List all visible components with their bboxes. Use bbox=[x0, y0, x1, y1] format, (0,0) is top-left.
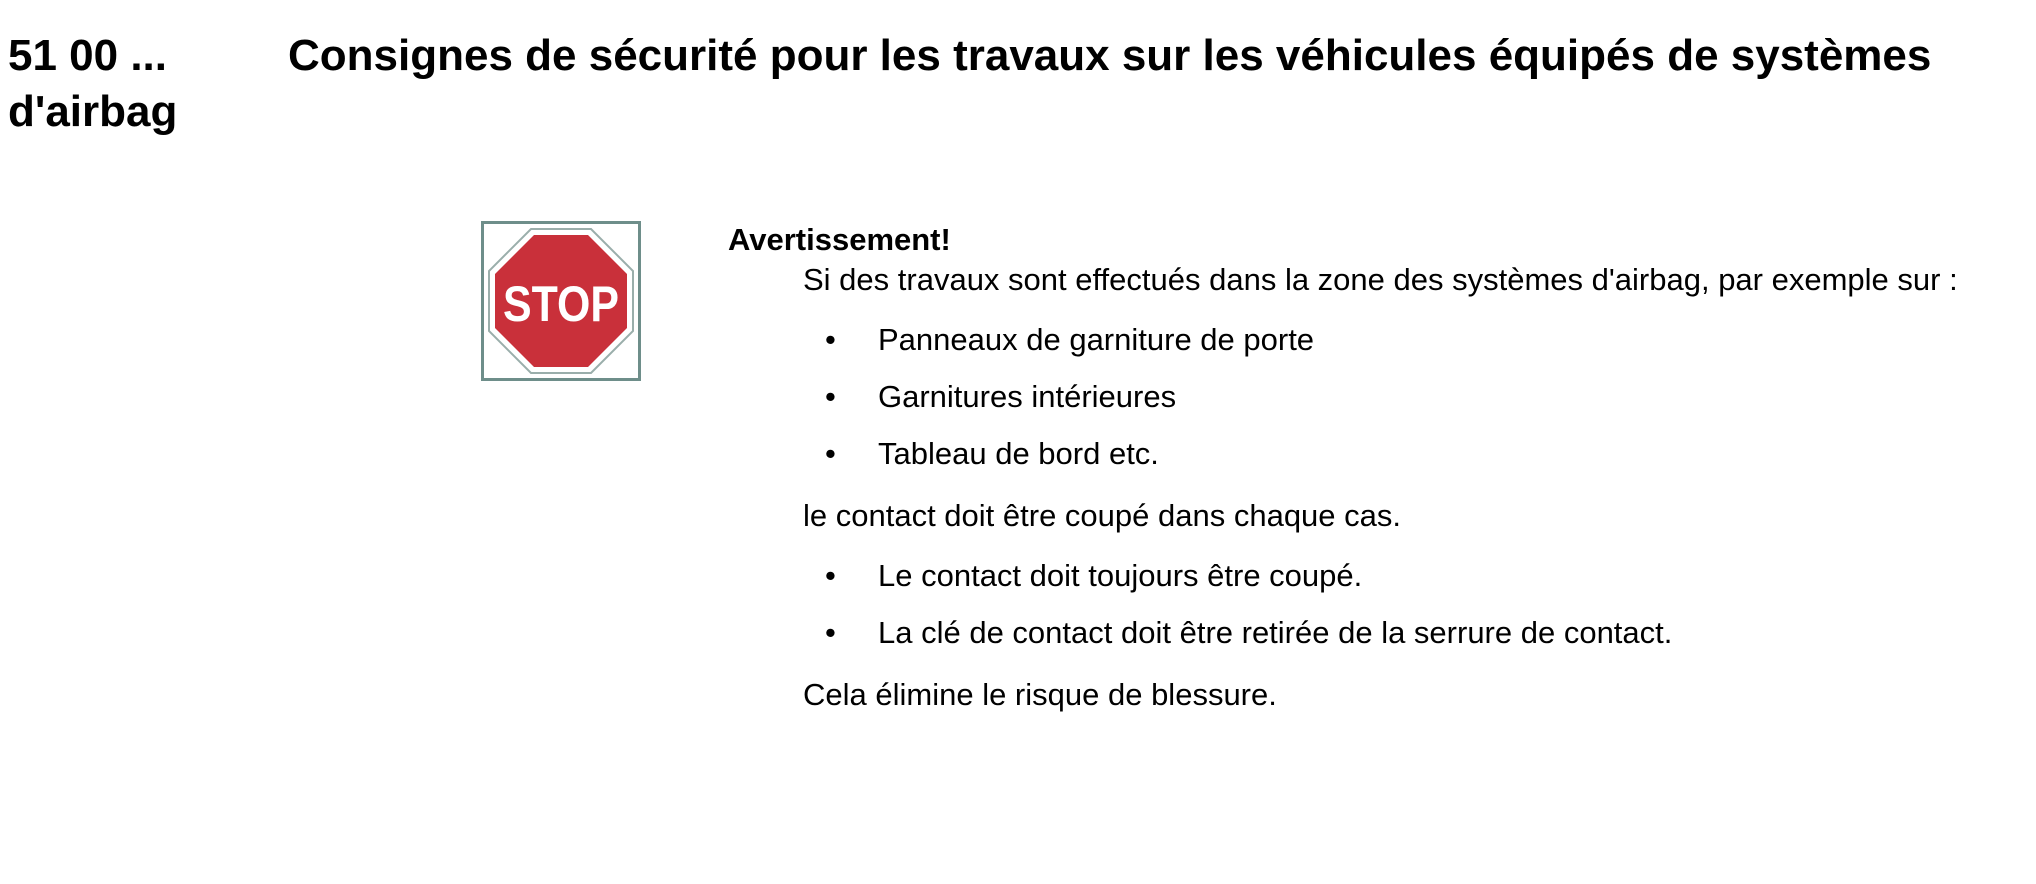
bullet-icon: • bbox=[825, 379, 836, 414]
list-item: • Garnitures intérieures bbox=[803, 377, 2018, 417]
section-title: Consignes de sécurité pour les travaux sur les véhicules équipés de systèmes d'airbag bbox=[8, 31, 1932, 136]
list-item: • Le contact doit toujours être coupé. bbox=[803, 556, 2018, 596]
bullet-icon: • bbox=[825, 436, 836, 471]
bullet-icon: • bbox=[825, 322, 836, 357]
warning-block bbox=[728, 220, 2018, 715]
section-code: 51 00 ... bbox=[8, 31, 168, 80]
bullet-icon: • bbox=[825, 615, 836, 650]
stop-sign-text: STOP bbox=[503, 276, 619, 332]
bullet-icon: • bbox=[825, 558, 836, 593]
page-title bbox=[8, 28, 2018, 140]
warning-closing: Cela élimine le risque de blessure. bbox=[803, 677, 1277, 712]
warning-intro: Si des travaux sont effectués dans la zone des systèmes d'airbag, par exemple sur : bbox=[803, 262, 1958, 297]
warning-title: Avertissement! bbox=[728, 222, 951, 257]
list-item: • Panneaux de garniture de porte bbox=[803, 320, 2018, 360]
list-item: • Tableau de bord etc. bbox=[803, 434, 2018, 474]
affected-areas-list bbox=[803, 320, 2018, 474]
ignition-steps-list bbox=[803, 556, 2018, 653]
warning-middle: le contact doit être coupé dans chaque cas. bbox=[803, 498, 1402, 533]
stop-sign-icon bbox=[481, 221, 641, 381]
list-item: • La clé de contact doit être retirée de la serrure de contact. bbox=[803, 613, 2018, 653]
